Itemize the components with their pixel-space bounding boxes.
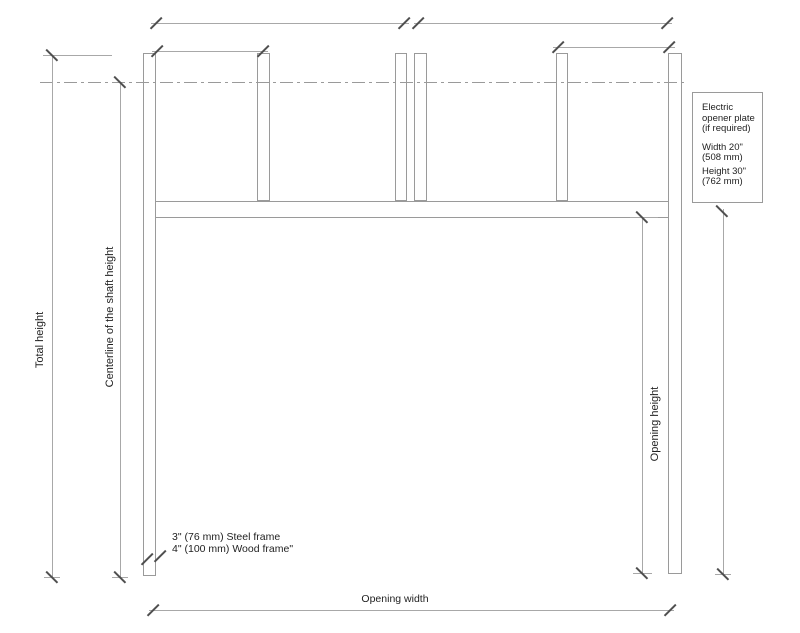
right-frame-member <box>668 53 682 574</box>
right-bracket-mullion <box>556 53 568 201</box>
dim-line-left-bracket-spacing <box>152 51 268 52</box>
opener-plate-note-box <box>692 92 763 203</box>
opener-plate-height-spec: Height 30" (762 mm) <box>702 165 747 187</box>
frame-note-line-2: 4" (100 mm) Wood frame" <box>172 543 294 555</box>
header-line-upper <box>156 201 668 202</box>
opening-height-label: Opening height <box>649 386 661 462</box>
left-bracket-mullion <box>257 53 270 201</box>
frame-note <box>172 531 293 555</box>
center-right-bracket-mullion <box>414 53 427 201</box>
opener-plate-leader-line <box>723 209 724 574</box>
dim-line-total-height <box>52 55 53 577</box>
dim-line-left-shaft-span <box>151 23 409 24</box>
total-height-label: Total height <box>34 311 46 369</box>
opening-width-label: Opening width <box>361 593 429 605</box>
frame-note-line-1: 3" (76 mm) Steel frame <box>172 531 281 543</box>
left-frame-member <box>143 53 156 576</box>
dim-line-right-bracket-spacing <box>553 47 675 48</box>
dim-line-right-shaft-span <box>414 23 672 24</box>
opener-plate-title: Electric opener plate (if required) <box>702 102 755 134</box>
center-left-bracket-mullion <box>395 53 407 201</box>
opener-plate-width-spec: Width 20" (508 mm) <box>702 141 743 163</box>
shaft-centerline-label: Centerline of the shaft height <box>104 246 116 388</box>
shaft-centerline <box>40 82 684 83</box>
dim-line-opening-width <box>149 610 674 611</box>
dim-line-shaft-centerline-height <box>120 82 121 577</box>
dim-tick <box>716 205 728 217</box>
dim-line-opening-height <box>642 217 643 573</box>
header-line-lower <box>156 217 668 218</box>
